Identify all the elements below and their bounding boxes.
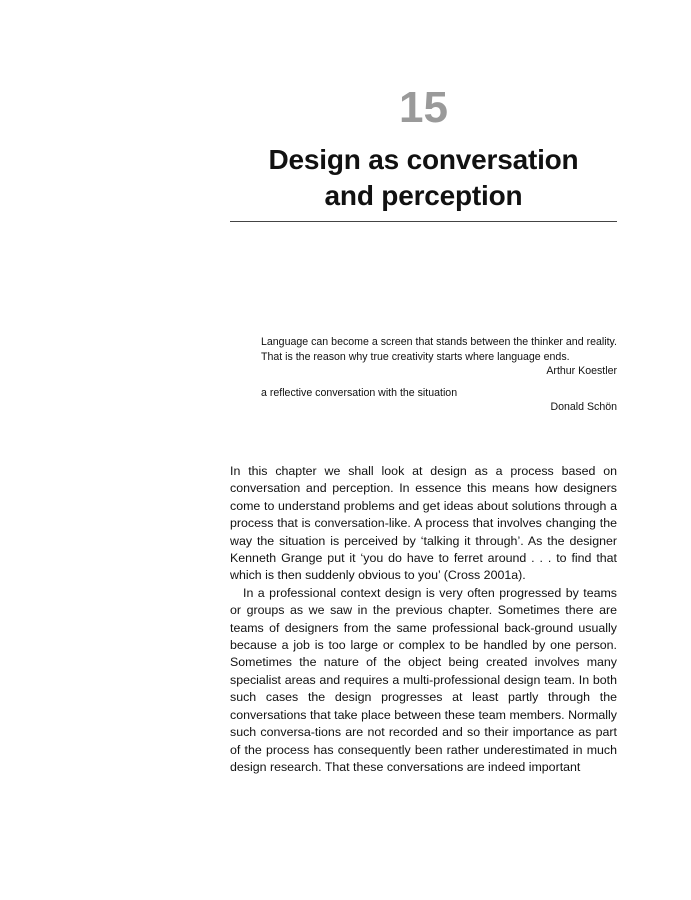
epigraph-quote: Language can become a screen that stands between the thinker and reality. That is the reason why true creativity starts where language ends. [261, 336, 617, 363]
epigraph-koestler [261, 335, 617, 379]
chapter-body [230, 463, 617, 776]
epigraphs [261, 335, 617, 415]
chapter-title [230, 142, 617, 214]
title-divider [230, 221, 617, 222]
chapter-title-line-2: and perception [324, 180, 523, 211]
epigraph-quote: a reflective conversation with the situation [261, 386, 458, 399]
epigraph-author: Arthur Koestler [546, 365, 617, 378]
epigraph-author: Donald Schön [550, 401, 617, 414]
body-paragraph-1: In this chapter we shall look at design as a process based on conversation and perception. In essence this means how designers come to understand problems and get ideas about solutions through a process that is conversation-like. A process that involves changing the way the situation is perceived by ‘talking it through’. As the designer Kenneth Grange put it ‘you do have to ferret around . . . to find that which is then suddenly obvious to you’ (Cross 2001a). [230, 464, 617, 583]
body-paragraph-2: In a professional context design is very often progressed by teams or groups as we saw in the previous chapter. Sometimes there are teams of designers from the same professional back-ground usually because a job is too large or complex to be handled by one person. Sometimes the nature of the object being created involves many specialist areas and requires a multi-professional design team. In both such cases the design progresses at least partly through the conversations that take place between these team members. Normally such conversa-tions are not recorded and so their importance as part of the process has consequently been rather underestimated in much design research. That these conversations are indeed important [230, 585, 617, 774]
epigraph-schon [261, 386, 617, 415]
chapter-title-line-1: Design as conversation [268, 144, 579, 175]
chapter-number: 15 [399, 83, 448, 132]
epigraph-spacer [261, 379, 617, 386]
